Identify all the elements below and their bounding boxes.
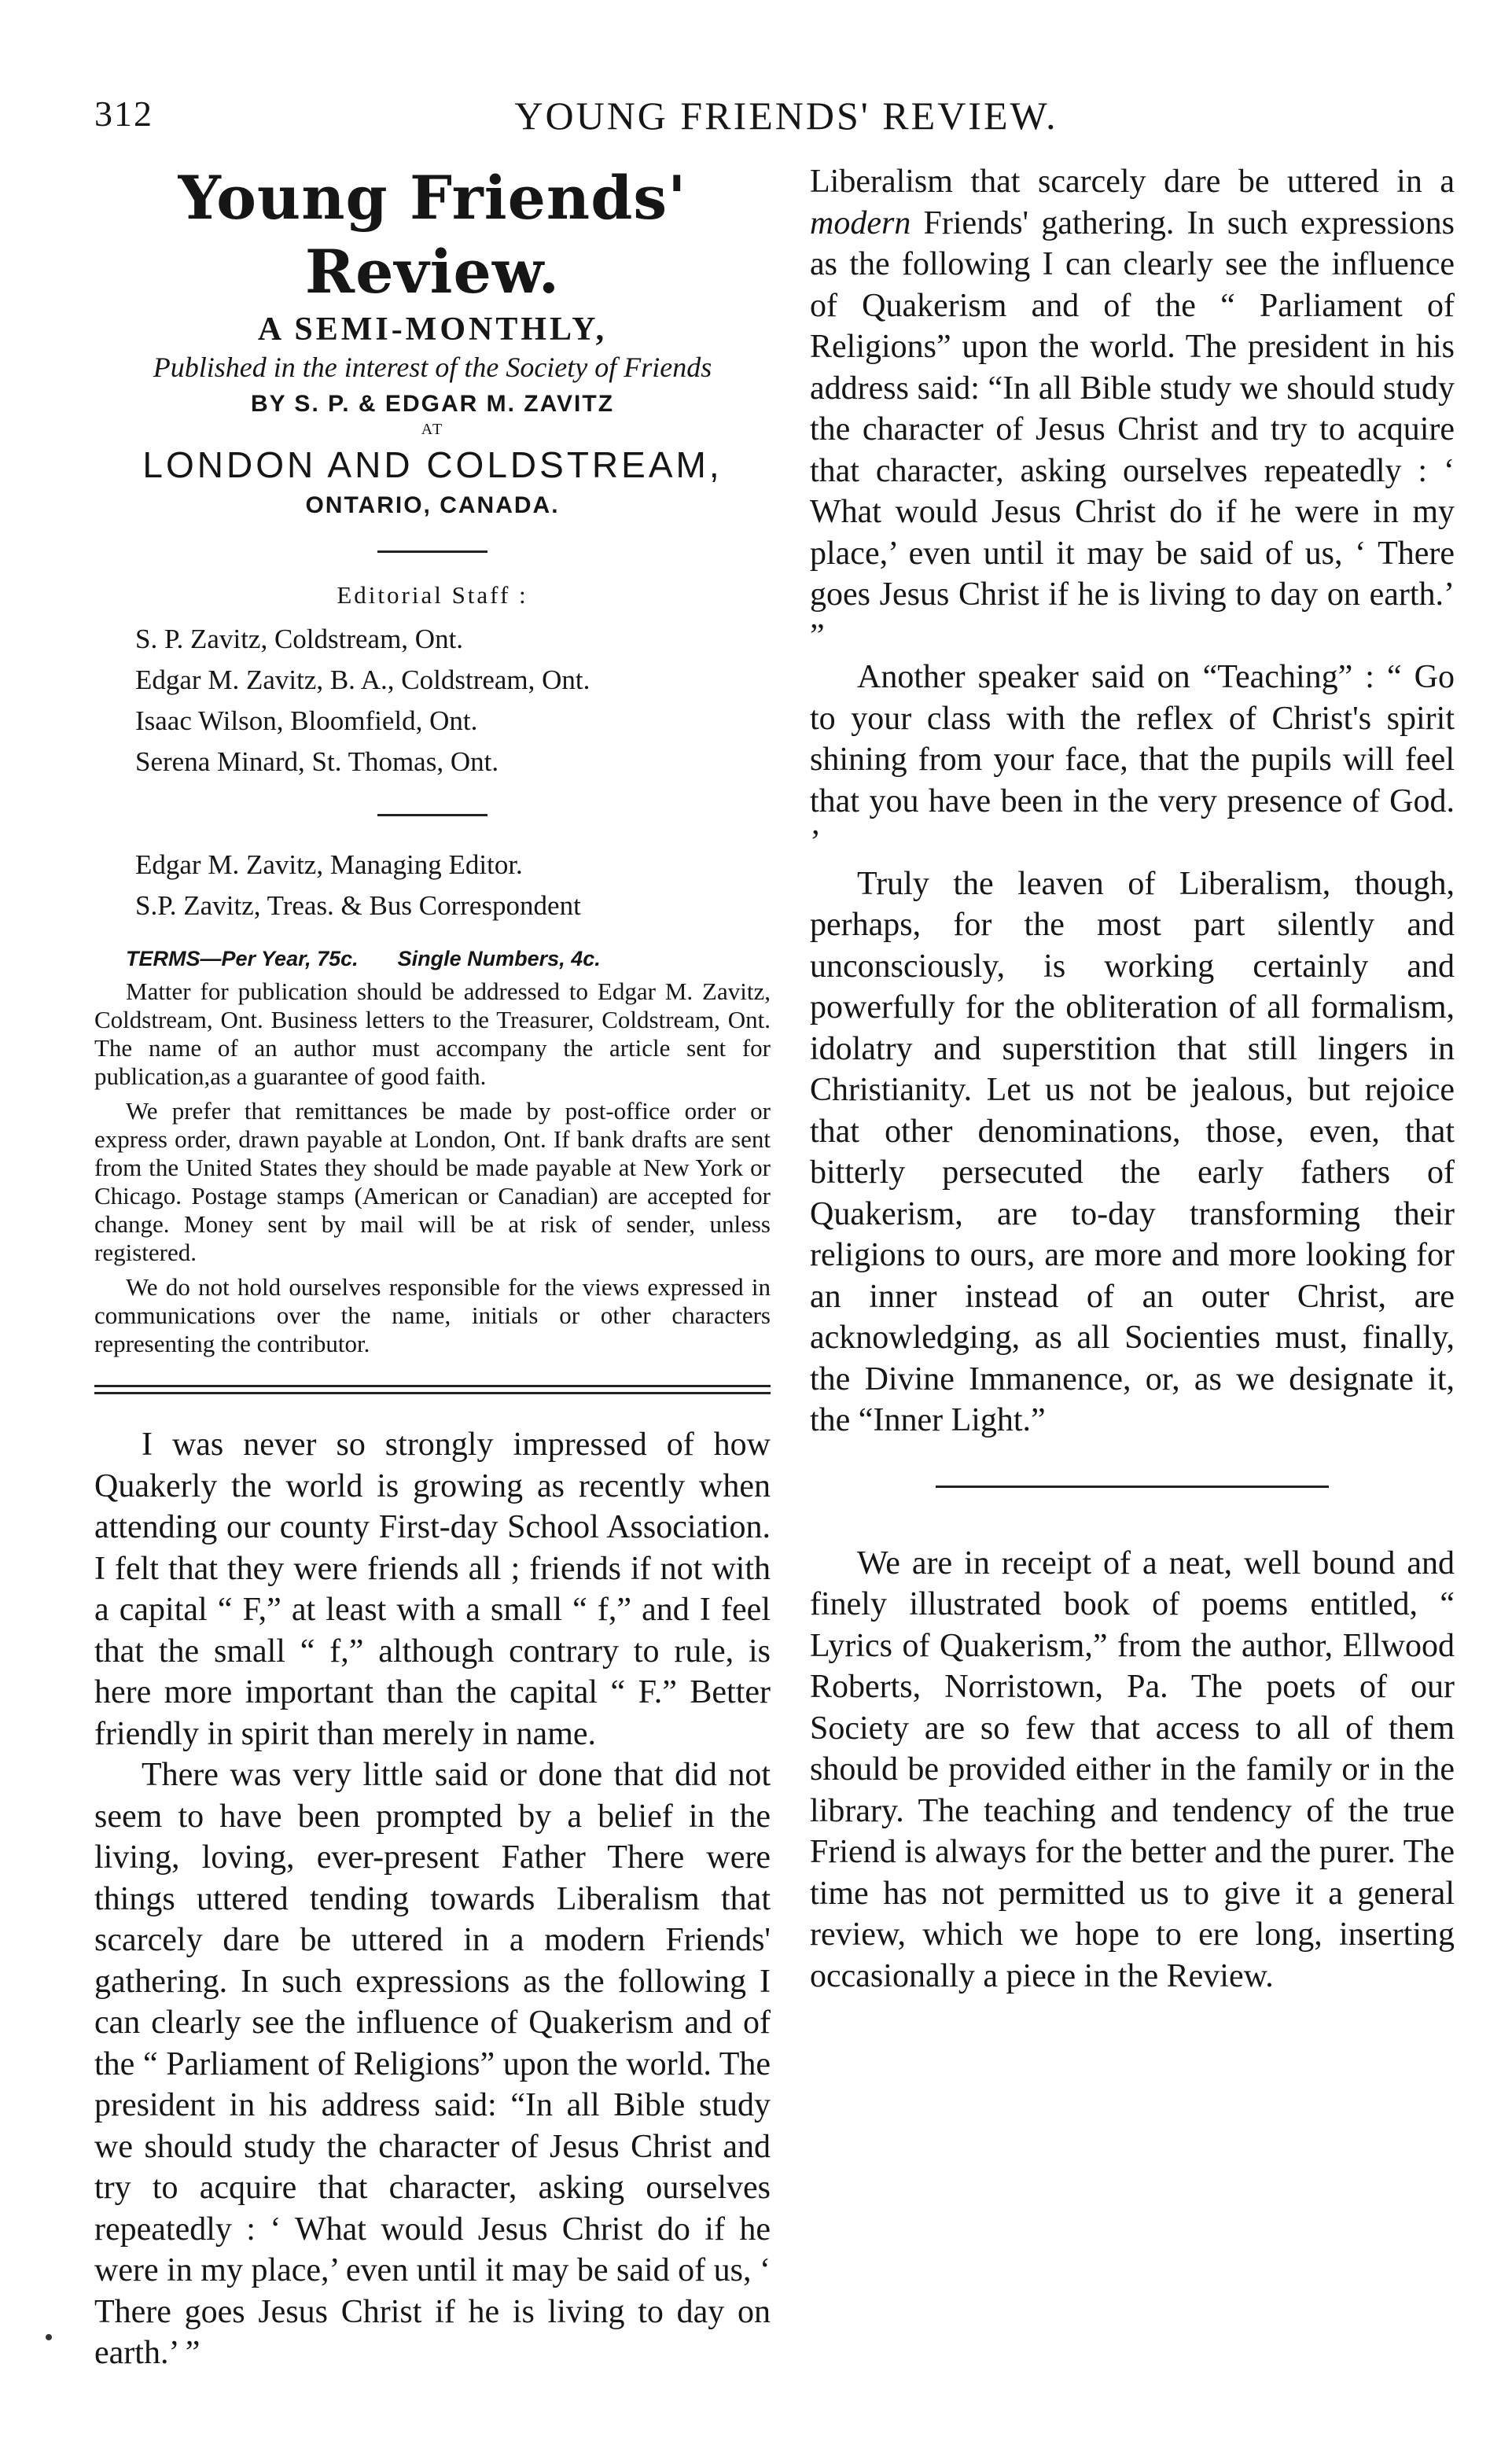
staff-member: Serena Minard, St. Thomas, Ont. bbox=[135, 746, 499, 777]
margin-mark bbox=[46, 2334, 52, 2340]
treasurer: S.P. Zavitz, Treas. & Bus Correspondent bbox=[135, 890, 581, 921]
journal-title: YOUNG FRIENDS' REVIEW. bbox=[514, 94, 1058, 138]
divider bbox=[377, 550, 487, 553]
article-paragraph: I was never so strongly impressed of how Quakerly the world is growing as recently when attending our county First-day School Association. I felt that they were friends all ; friends if not with a capital “ F,” at least with a small “ f,” and I feel that the small “ f,” although contrary to rule, is here more important than the capital “ F.” Better friendly in spirit than merely in name. bbox=[94, 1427, 771, 1752]
divider bbox=[936, 1486, 1329, 1488]
right-column bbox=[810, 161, 1455, 1997]
masthead-published: Published in the interest of the Society of Friends bbox=[153, 352, 712, 383]
terms-per-year: TERMS—Per Year, 75c. bbox=[126, 947, 359, 970]
masthead bbox=[94, 161, 771, 519]
article-body bbox=[94, 1424, 771, 2371]
divider bbox=[377, 814, 487, 816]
notice-paragraph: We do not hold ourselves responsible for the views expressed in communications over the name, initials or other characters representing the contributor. bbox=[94, 1273, 771, 1357]
staff-member: S. P. Zavitz, Coldstream, Ont. bbox=[135, 624, 464, 654]
notice-paragraph: Matter for publication should be addressed to Edgar M. Zavitz, Coldstream, Ont. Business letters to the Treasurer, Coldstream, Ont. The name of an author must accompany the article sent for publication,as a guarantee of good faith. bbox=[94, 978, 771, 1090]
lyrics-notice: We are in receipt of a neat, well bound and finely illustrated book of poems entitled, “ Lyrics of Quakerism,” from the author, Ellwood Roberts, Norristown, Pa. The poets of our Society are so few that access to all of them should be provided either in the family or in the library. The teaching and tendency of the true Friend is always for the better and the purer. The time has not permitted us to give it a general review, which we hope to ere long, inserting occasionally a piece in the Review. bbox=[810, 1544, 1455, 1994]
terms-line bbox=[126, 947, 771, 971]
masthead-publishers: BY S. P. & EDGAR M. ZAVITZ bbox=[250, 391, 615, 417]
staff-heading: Editorial Staff : bbox=[337, 581, 528, 609]
masthead-place: LONDON AND COLDSTREAM, bbox=[142, 444, 723, 485]
masthead-at: AT bbox=[421, 421, 444, 438]
article-continued bbox=[810, 161, 1455, 1441]
article-paragraph-continued bbox=[810, 161, 1455, 657]
page-number: 312 bbox=[94, 94, 153, 134]
double-rule bbox=[94, 1385, 771, 1394]
article-paragraph: There was very little said or done that did not seem to have been prompted by a belief in the living, loving, ever-present Father There were things uttered tending towards Liberalism that scarcely dare be uttered in a modern Friends' gathering. In such expressions as the following I can clearly see the influence of Quakerism and of the “ Parliament of Religions” upon the world. The president in his address said: “In all Bible study we should study the character of Jesus Christ and try to acquire that character, asking ourselves repeatedly : ‘ What would Jesus Christ do if he were in my place,’ even until it may be said of us, ‘ There goes Jesus Christ if he is living to day on earth.’ ” bbox=[94, 1757, 771, 2371]
masthead-title: Young Friends' Review. bbox=[178, 163, 687, 307]
managing-editor: Edgar M. Zavitz, Managing Editor. bbox=[135, 849, 523, 880]
staff-member: Edgar M. Zavitz, B. A., Coldstream, Ont. bbox=[135, 665, 590, 695]
masthead-subtitle: A SEMI-MONTHLY, bbox=[257, 311, 608, 348]
notice-paragraph: We prefer that remittances be made by post-office order or express order, drawn payable at London, Ont. If bank drafts are sent from the United States they should be made payable at New York or Chicago. Postage stamps (American or Canadian) are accepted for change. Money sent by mail will be at risk of sender, unless registered. bbox=[94, 1097, 771, 1266]
editorial-staff bbox=[94, 581, 771, 782]
masthead-country: ONTARIO, CANADA. bbox=[305, 492, 560, 518]
staff-member: Isaac Wilson, Bloomfield, Ont. bbox=[135, 705, 478, 736]
running-head bbox=[94, 93, 1478, 148]
terms-single: Single Numbers, 4c. bbox=[397, 947, 601, 970]
article-paragraph: Another speaker said on “Teaching” : “ Go to your class with the reflex of Christ's spirit shining from your face, that the pupils will feel that you have been in the very presence of God. ’ bbox=[810, 659, 1455, 860]
article-continued-text: Liberalism that scarcely dare be uttered in a modern Friends' gathering. In such expressions as the following I can clearly see the influence of Quakerism and of the “ Parliament of Religions” upon the world. The president in his address said: “In all Bible study we should study the character of Jesus Christ and try to acquire that character, asking ourselves repeatedly : ‘ What would Jesus Christ do if he were in my place,’ even until it may be said of us, ‘ There goes Jesus Christ if he is living to day on earth.’ ” bbox=[810, 164, 1455, 654]
article-paragraph: Truly the leaven of Liberalism, though, perhaps, for the most part silently and unconsciously, is working certainly and powerfully for the obliteration of all formalism, idolatry and superstition that still lingers in Christianity. Let us not be jealous, but rejoice that other denominations, those, even, that bitterly persecuted the early fathers of Quakerism, are to-day transforming their religions to ours, are more and more looking for an inner instead of an outer Christ, are acknowledging, as all Socienties must, finally, the Divine Immanence, or, as we designate it, the “Inner Light.” bbox=[810, 865, 1455, 1438]
left-column bbox=[94, 161, 771, 2371]
